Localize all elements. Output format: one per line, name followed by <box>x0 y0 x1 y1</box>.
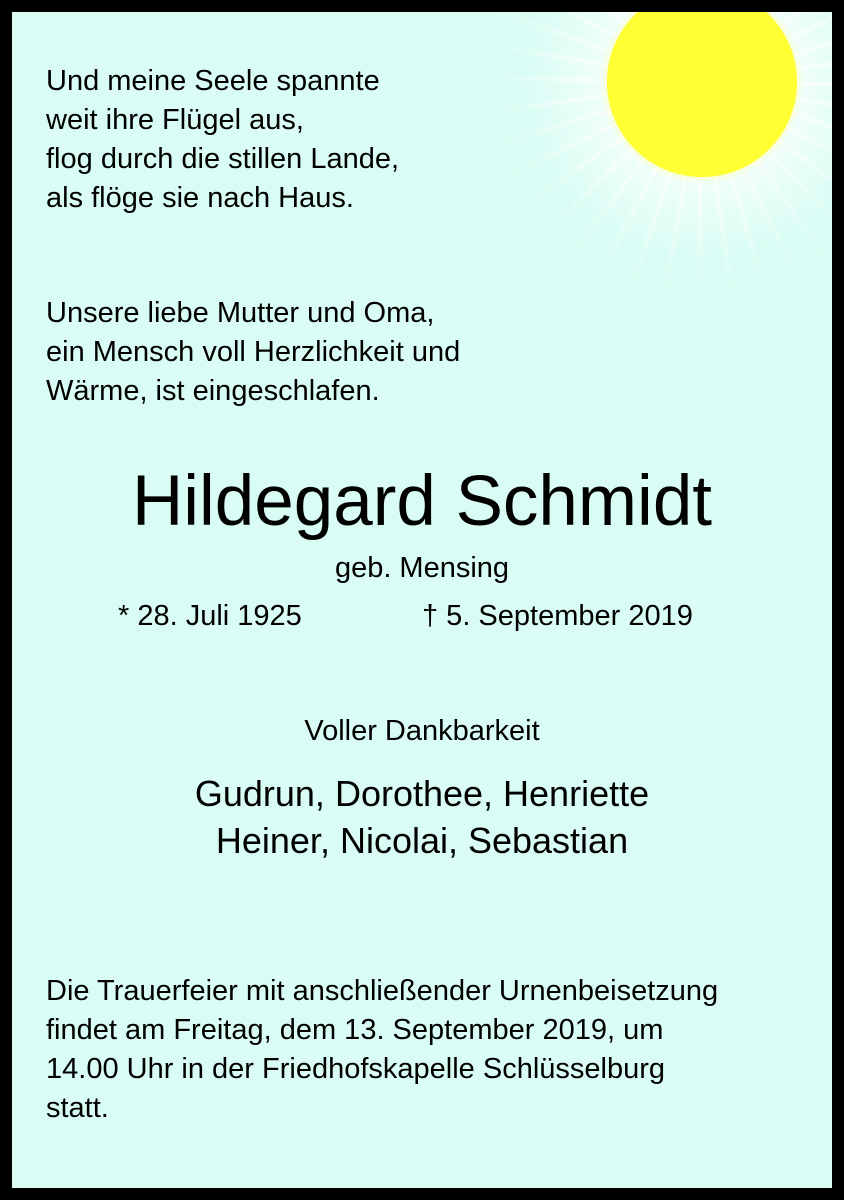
intro-line: Unsere liebe Mutter und Oma, <box>46 297 435 329</box>
poem-line: weit ihre Flügel aus, <box>46 104 304 136</box>
sun-icon <box>482 12 832 302</box>
family-line: Heiner, Nicolai, Sebastian <box>215 820 629 861</box>
service-line: Die Trauerfeier mit anschließender Urnenbeisetzung <box>46 975 719 1007</box>
poem-line: Und meine Seele spannte <box>46 65 380 97</box>
family-line: Gudrun, Dorothee, Henriette <box>194 773 650 814</box>
service-line: statt. <box>46 1092 109 1124</box>
poem-line: als flöge sie nach Haus. <box>46 182 354 214</box>
intro-line: Wärme, ist eingeschlafen. <box>46 375 380 407</box>
birth-date: * 28. Juli 1925 <box>118 600 302 632</box>
intro-text <box>46 294 460 411</box>
intro-line: ein Mensch voll Herzlichkeit und <box>46 336 461 368</box>
obituary-card <box>12 12 832 1188</box>
maiden-name: geb. Mensing <box>334 552 510 584</box>
poem <box>46 62 399 218</box>
death-date: † 5. September 2019 <box>422 600 693 632</box>
deceased-name: Hildegard Schmidt <box>131 462 713 541</box>
service-line: findet am Freitag, dem 13. September 2019, um <box>46 1014 664 1046</box>
thanks-line: Voller Dankbarkeit <box>304 715 540 747</box>
family-names <box>12 770 832 864</box>
service-line: 14.00 Uhr in der Friedhofskapelle Schlüsselburg <box>46 1053 666 1085</box>
poem-line: flog durch die stillen Lande, <box>46 143 400 175</box>
service-info <box>46 972 718 1128</box>
